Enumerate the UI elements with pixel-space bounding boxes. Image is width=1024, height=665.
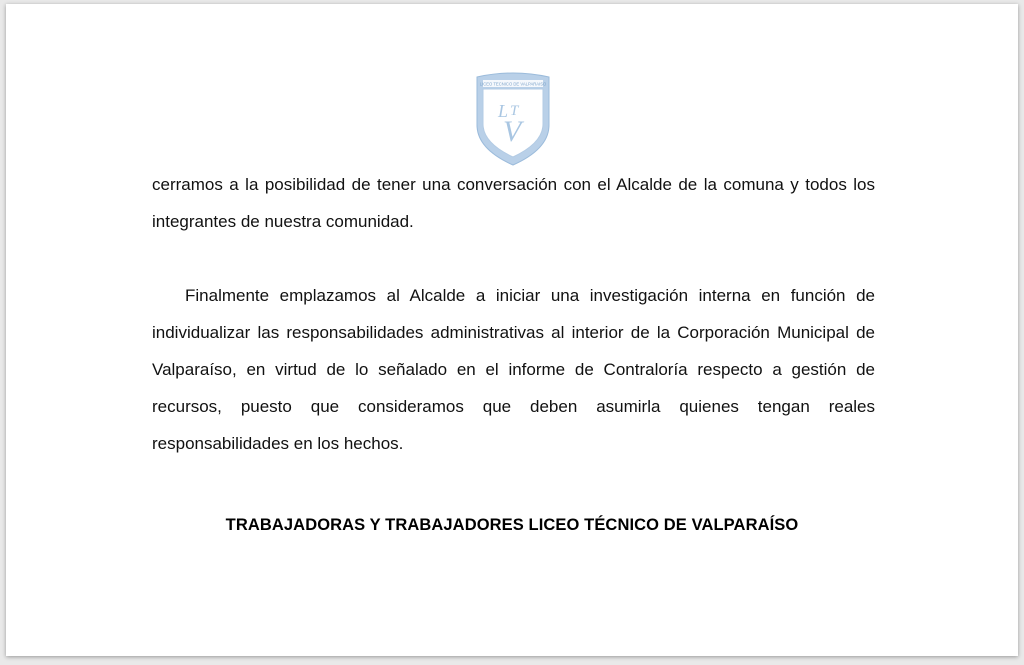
- body-paragraph-2-text: Finalmente emplazamos al Alcalde a iniciar una investigación interna en función de individualizar las responsabilidades administrativas al interior de la Corporación Municipal de Valparaíso, en virtud de lo señalado en el informe de Contraloría respecto a gestión de recursos, puesto que consideramos que deben asumirla quienes tengan reales responsabilidades en los hechos.: [152, 286, 875, 453]
- body-paragraph-2: [152, 277, 875, 462]
- signature-line: TRABAJADORAS Y TRABAJADORES LICEO TÉCNICO DE VALPARAÍSO: [225, 516, 799, 534]
- svg-text:LICEO TECNICO DE VALPARAISO: LICEO TECNICO DE VALPARAISO: [479, 81, 547, 87]
- svg-text:L: L: [498, 101, 509, 121]
- document-page: [6, 4, 1018, 656]
- svg-text:V: V: [503, 115, 522, 148]
- svg-text:T: T: [510, 103, 519, 119]
- body-paragraph-1: cerramos a la posibilidad de tener una conversación con el Alcalde de la comuna y todos los integrantes de nuestra comunidad.: [152, 175, 875, 231]
- school-crest-logo-icon: [473, 67, 553, 167]
